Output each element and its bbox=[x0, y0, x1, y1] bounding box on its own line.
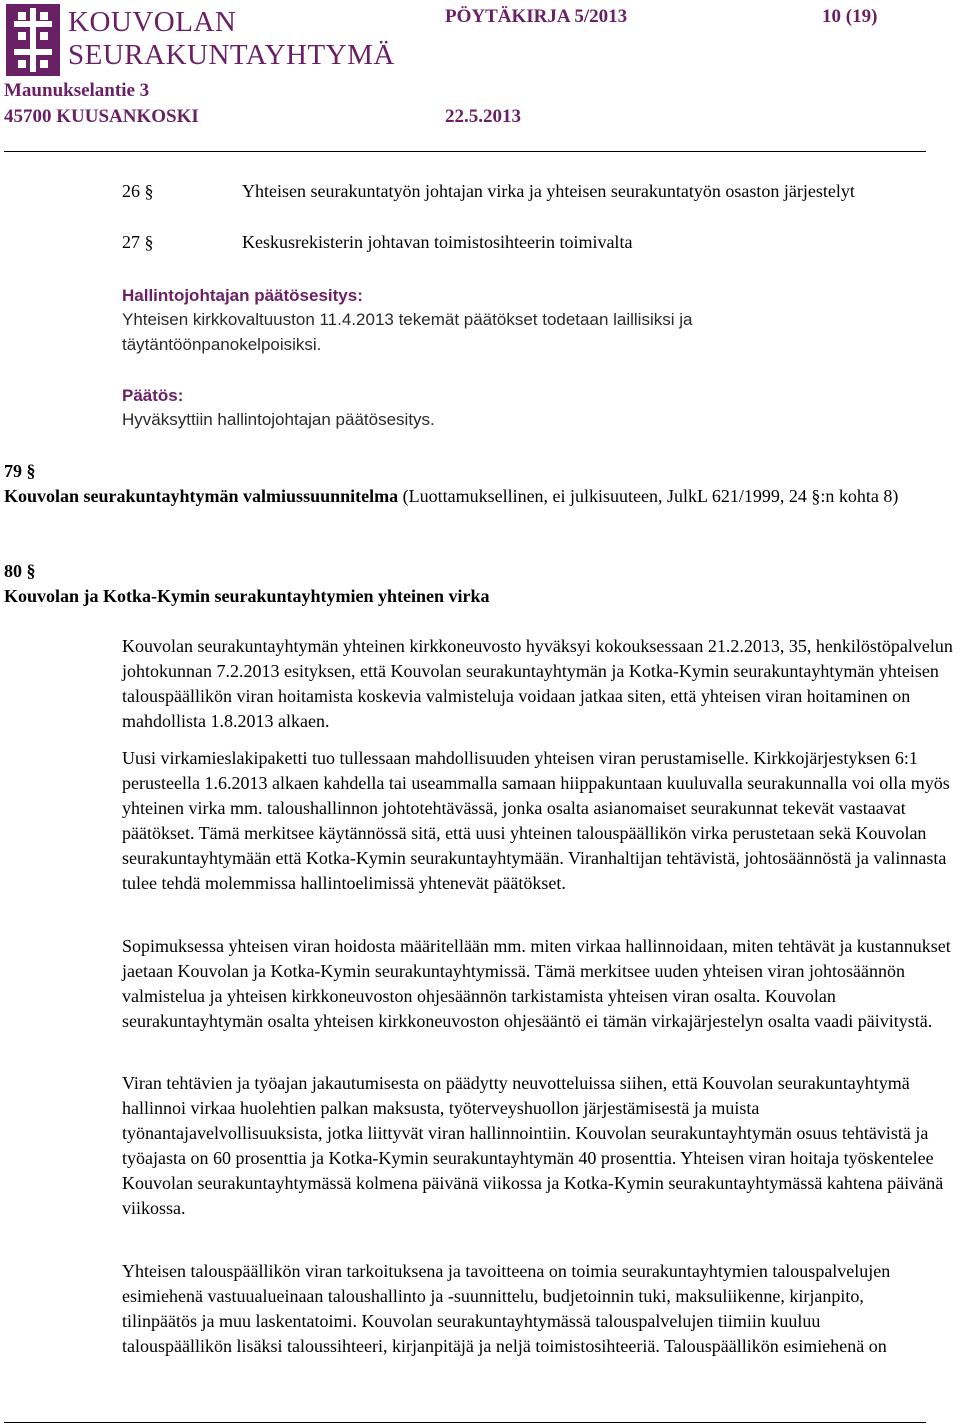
body-paragraph: Yhteisen talouspäällikön viran tarkoituksena ja tavoitteena on toimia seurakuntayhtymien talouspalvelujen esimiehenä vastuualueinaan taloushallinto ja -suunnittelu, budjetoinnin tuki, maksuliikenne, kirjanpito, tilinpäätös ja muu laskentatoimi. Kouvolan seurakuntayhtymässä talouspalvelujen tiimiin kuuluu talouspäällikön lisäksi taloussihteeri, kirjanpitäjä ja neljä toimistosihteeriä. Talouspäällikön esimiehenä on bbox=[122, 1261, 891, 1356]
item-number: 26 § bbox=[122, 181, 154, 201]
org-logo bbox=[6, 4, 416, 80]
item-number: 27 § bbox=[122, 232, 154, 252]
section-number: 79 § bbox=[4, 461, 36, 481]
proposal-text: Yhteisen kirkkovaltuuston 11.4.2013 tekemät päätökset todetaan laillisiksi ja täytäntöönpanokelpoisiksi. bbox=[122, 310, 693, 354]
org-name bbox=[68, 6, 395, 72]
org-name-line2: SEURAKUNTAYHTYMÄ bbox=[68, 39, 395, 71]
item-title: Yhteisen seurakuntatyön johtajan virka ja yhteisen seurakuntatyön osaston järjestelyt bbox=[242, 181, 855, 201]
body-paragraph: Viran tehtävien ja työajan jakautumisesta on päädytty neuvotteluissa siihen, että Kouvolan seurakuntayhtymä hallinnoi virkaa huolehtien palkan maksusta, työterveyshuollon järjestämisestä ja muista työnantajavelvollisuuksista, jotka liittyvät viran hallinnointiin. Kouvolan seurakuntayhtymän osuus tehtävistä ja työajasta on 60 prosenttia ja Kotka-Kymin seurakuntayhtymän 40 prosenttia. Yhteisen viran hoitaja työskentelee Kouvolan seurakuntayhtymässä kolmena päivänä viikossa ja Kotka-Kymin seurakuntayhtymässä kahtena päivänä viikossa. bbox=[122, 1073, 944, 1218]
decision-text: Hyväksyttiin hallintojohtajan päätösesitys. bbox=[122, 410, 435, 429]
document-title: PÖYTÄKIRJA 5/2013 bbox=[445, 6, 628, 27]
body-paragraph: Sopimuksessa yhteisen viran hoidosta määritellään mm. miten virkaa hallinnoidaan, miten tehtävät ja kustannukset jaetaan Kouvolan ja Kotka-Kymin seurakuntayhtymissä. Tämä merkitsee uuden yhteisen viran johtosäännön valmistelua ja yhteisen kirkkoneuvoston ohjesäännön tarkistamista yhteisen viran osalta. Kouvolan seurakuntayhtymän osalta yhteisen kirkkoneuvoston ohjesääntö ei tämän virkajärjestelyn osalta vaadi päivitystä. bbox=[122, 936, 951, 1031]
address-street: Maunukselantie 3 bbox=[4, 80, 150, 101]
footer-divider bbox=[4, 1422, 926, 1423]
section-title: Kouvolan ja Kotka-Kymin seurakuntayhtymien yhteinen virka bbox=[4, 586, 490, 606]
document-date: 22.5.2013 bbox=[445, 106, 521, 127]
org-name-line1: KOUVOLAN bbox=[68, 6, 237, 38]
section-heading bbox=[4, 484, 960, 509]
section-note: (Luottamuksellinen, ei julkisuuteen, JulkL 621/1999, 24 §:n kohta 8) bbox=[398, 486, 899, 506]
item-title: Keskusrekisterin johtavan toimistosihteerin toimivalta bbox=[242, 232, 633, 252]
body-paragraph: Uusi virkamieslakipaketti tuo tullessaan mahdollisuuden yhteisen viran perustamiselle. Kirkkojärjestyksen 6:1 perusteella 1.6.2013 alkaen kahdella tai useammalla samaan hiippakuntaan kuuluvalla seurakunnalla voi olla myös yhteinen virka mm. taloushallinnon johtotehtävässä, jonka osalta asianomaiset seurakunnat tekevät vastaavat päätökset. Tämä merkitsee käytännössä sitä, että uusi yhteinen talouspäällikön virka perustetaan sekä Kouvolan seurakuntayhtymään että Kotka-Kymin seurakuntayhtymään. Viranhaltijan tehtävistä, johtosäännöstä ja valinnasta tulee tehdä molemmissa hallintoelimissä yhtenevät päätökset. bbox=[122, 748, 950, 893]
header-divider bbox=[4, 151, 926, 152]
section-number: 80 § bbox=[4, 561, 36, 581]
decision-label: Päätös: bbox=[122, 386, 184, 405]
address-city: 45700 KUUSANKOSKI bbox=[4, 106, 199, 127]
page-number: 10 (19) bbox=[822, 6, 878, 27]
section-title: Kouvolan seurakuntayhtymän valmiussuunnitelma bbox=[4, 486, 399, 506]
body-paragraph: Kouvolan seurakuntayhtymän yhteinen kirkkoneuvosto hyväksyi kokouksessaan 21.2.2013, 35, henkilöstöpalvelun johtokunnan 7.2.2013 esityksen, että Kouvolan seurakuntayhtymän ja Kotka-Kymin seurakuntayhtymän yhteisen talouspäällikön viran hoitamista koskevia valmisteluja voidaan jatkaa siten, että yhteisen viran hoitaminen on mahdollista 1.8.2013 alkaen. bbox=[122, 636, 953, 731]
cross-emblem-icon bbox=[6, 4, 60, 76]
proposal-label: Hallintojohtajan päätösesitys: bbox=[122, 286, 363, 305]
